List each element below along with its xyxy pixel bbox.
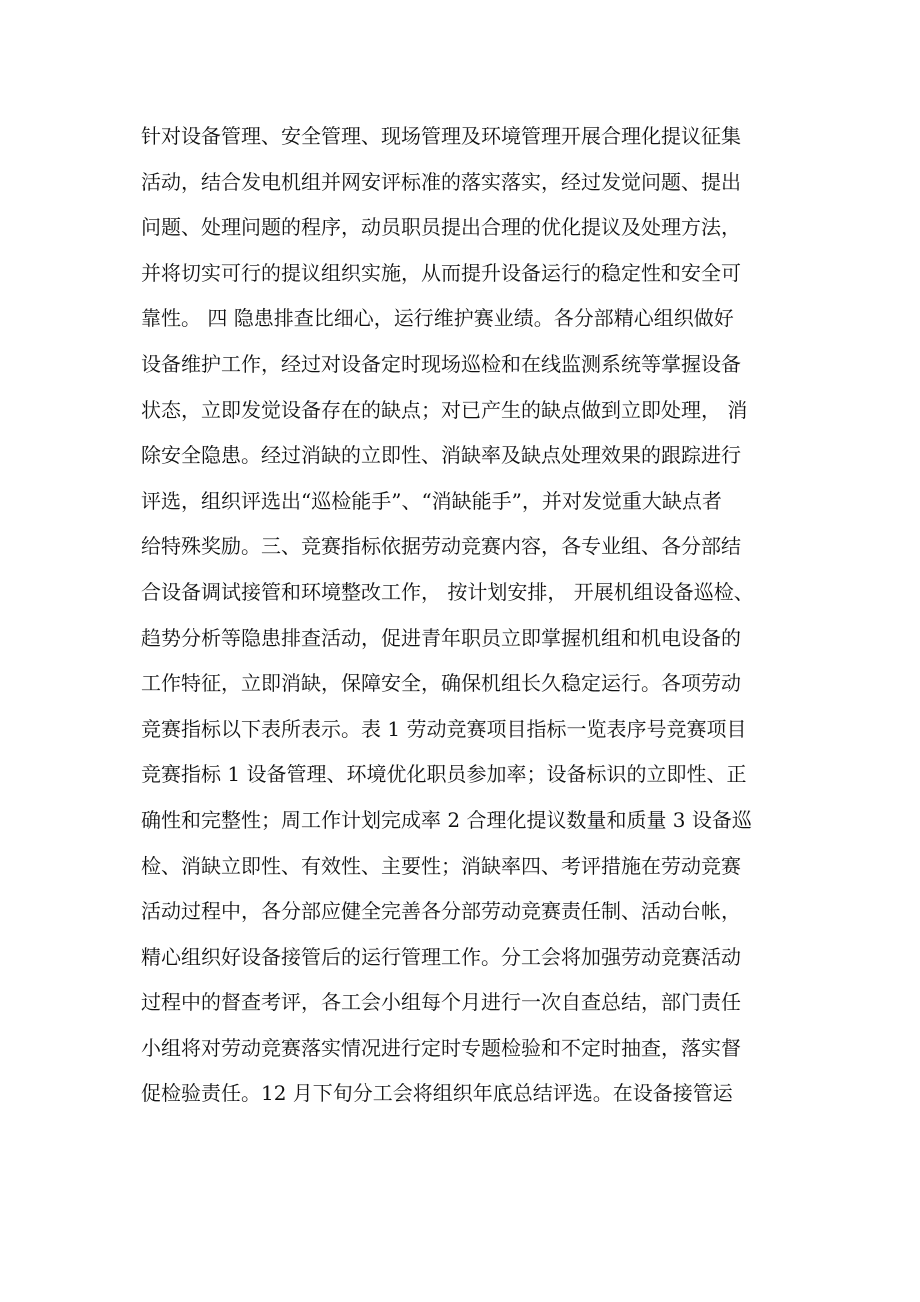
text-line: 竞赛指标 1 设备管理、环境优化职员参加率；设备标识的立即性、正 <box>141 762 747 787</box>
text-line: 问题、处理问题的程序，动员职员提出合理的优化提议及处理方法， <box>141 215 741 240</box>
text-line: 趋势分析等隐患排查活动，促进青年职员立即掌握机组和机电设备的 <box>141 625 741 650</box>
text-line: 状态，立即发觉设备存在的缺点；对已产生的缺点做到立即处理， 消 <box>141 397 748 422</box>
text-line: 针对设备管理、安全管理、现场管理及环境管理开展合理化提议征集 <box>141 124 741 148</box>
text-line: 竞赛指标以下表所表示。表 1 劳动竞赛项目指标一览表序号竞赛项目 <box>141 716 747 741</box>
text-line: 检、消缺立即性、有效性、主要性；消缺率四、考评措施在劳动竞赛 <box>141 853 741 878</box>
text-line: 靠性。 四 隐患排查比细心，运行维护赛业绩。各分部精心组织做好 <box>141 306 734 331</box>
text-line: 精心组织好设备接管后的运行管理工作。分工会将加强劳动竞赛活动 <box>141 944 741 969</box>
text-line: 活动，结合发电机组并网安评标准的落实落实，经过发觉问题、提出 <box>141 169 741 194</box>
text-line: 给特殊奖励。三、竞赛指标依据劳动竞赛内容，各专业组、各分部结 <box>141 534 741 559</box>
text-line: 活动过程中，各分部应健全完善各分部劳动竞赛责任制、活动台帐， <box>141 899 741 924</box>
text-line: 设备维护工作，经过对设备定时现场巡检和在线监测系统等掌握设备 <box>141 351 741 376</box>
text-line: 除安全隐患。经过消缺的立即性、消缺率及缺点处理效果的跟踪进行 <box>141 443 741 468</box>
body-text <box>141 114 801 1117</box>
text-line: 评选，组织评选出“巡检能手”、“消缺能手”，并对发觉重大缺点者 <box>141 488 722 513</box>
text-line: 合设备调试接管和环境整改工作， 按计划安排， 开展机组设备巡检、 <box>141 579 754 604</box>
text-line: 并将切实可行的提议组织实施，从而提升设备运行的稳定性和安全可 <box>141 260 741 285</box>
text-line: 小组将对劳动竞赛落实情况进行定时专题检验和不定时抽查，落实督 <box>141 1035 741 1060</box>
text-line: 工作特征，立即消缺，保障安全，确保机组长久稳定运行。各项劳动 <box>141 671 741 696</box>
text-line: 过程中的督查考评，各工会小组每个月进行一次自查总结，部门责任 <box>141 990 741 1015</box>
text-line: 确性和完整性；周工作计划完成率 2 合理化提议数量和质量 3 设备巡 <box>141 807 752 832</box>
text-line: 促检验责任。12 月下旬分工会将组织年底总结评选。在设备接管运 <box>141 1081 733 1106</box>
